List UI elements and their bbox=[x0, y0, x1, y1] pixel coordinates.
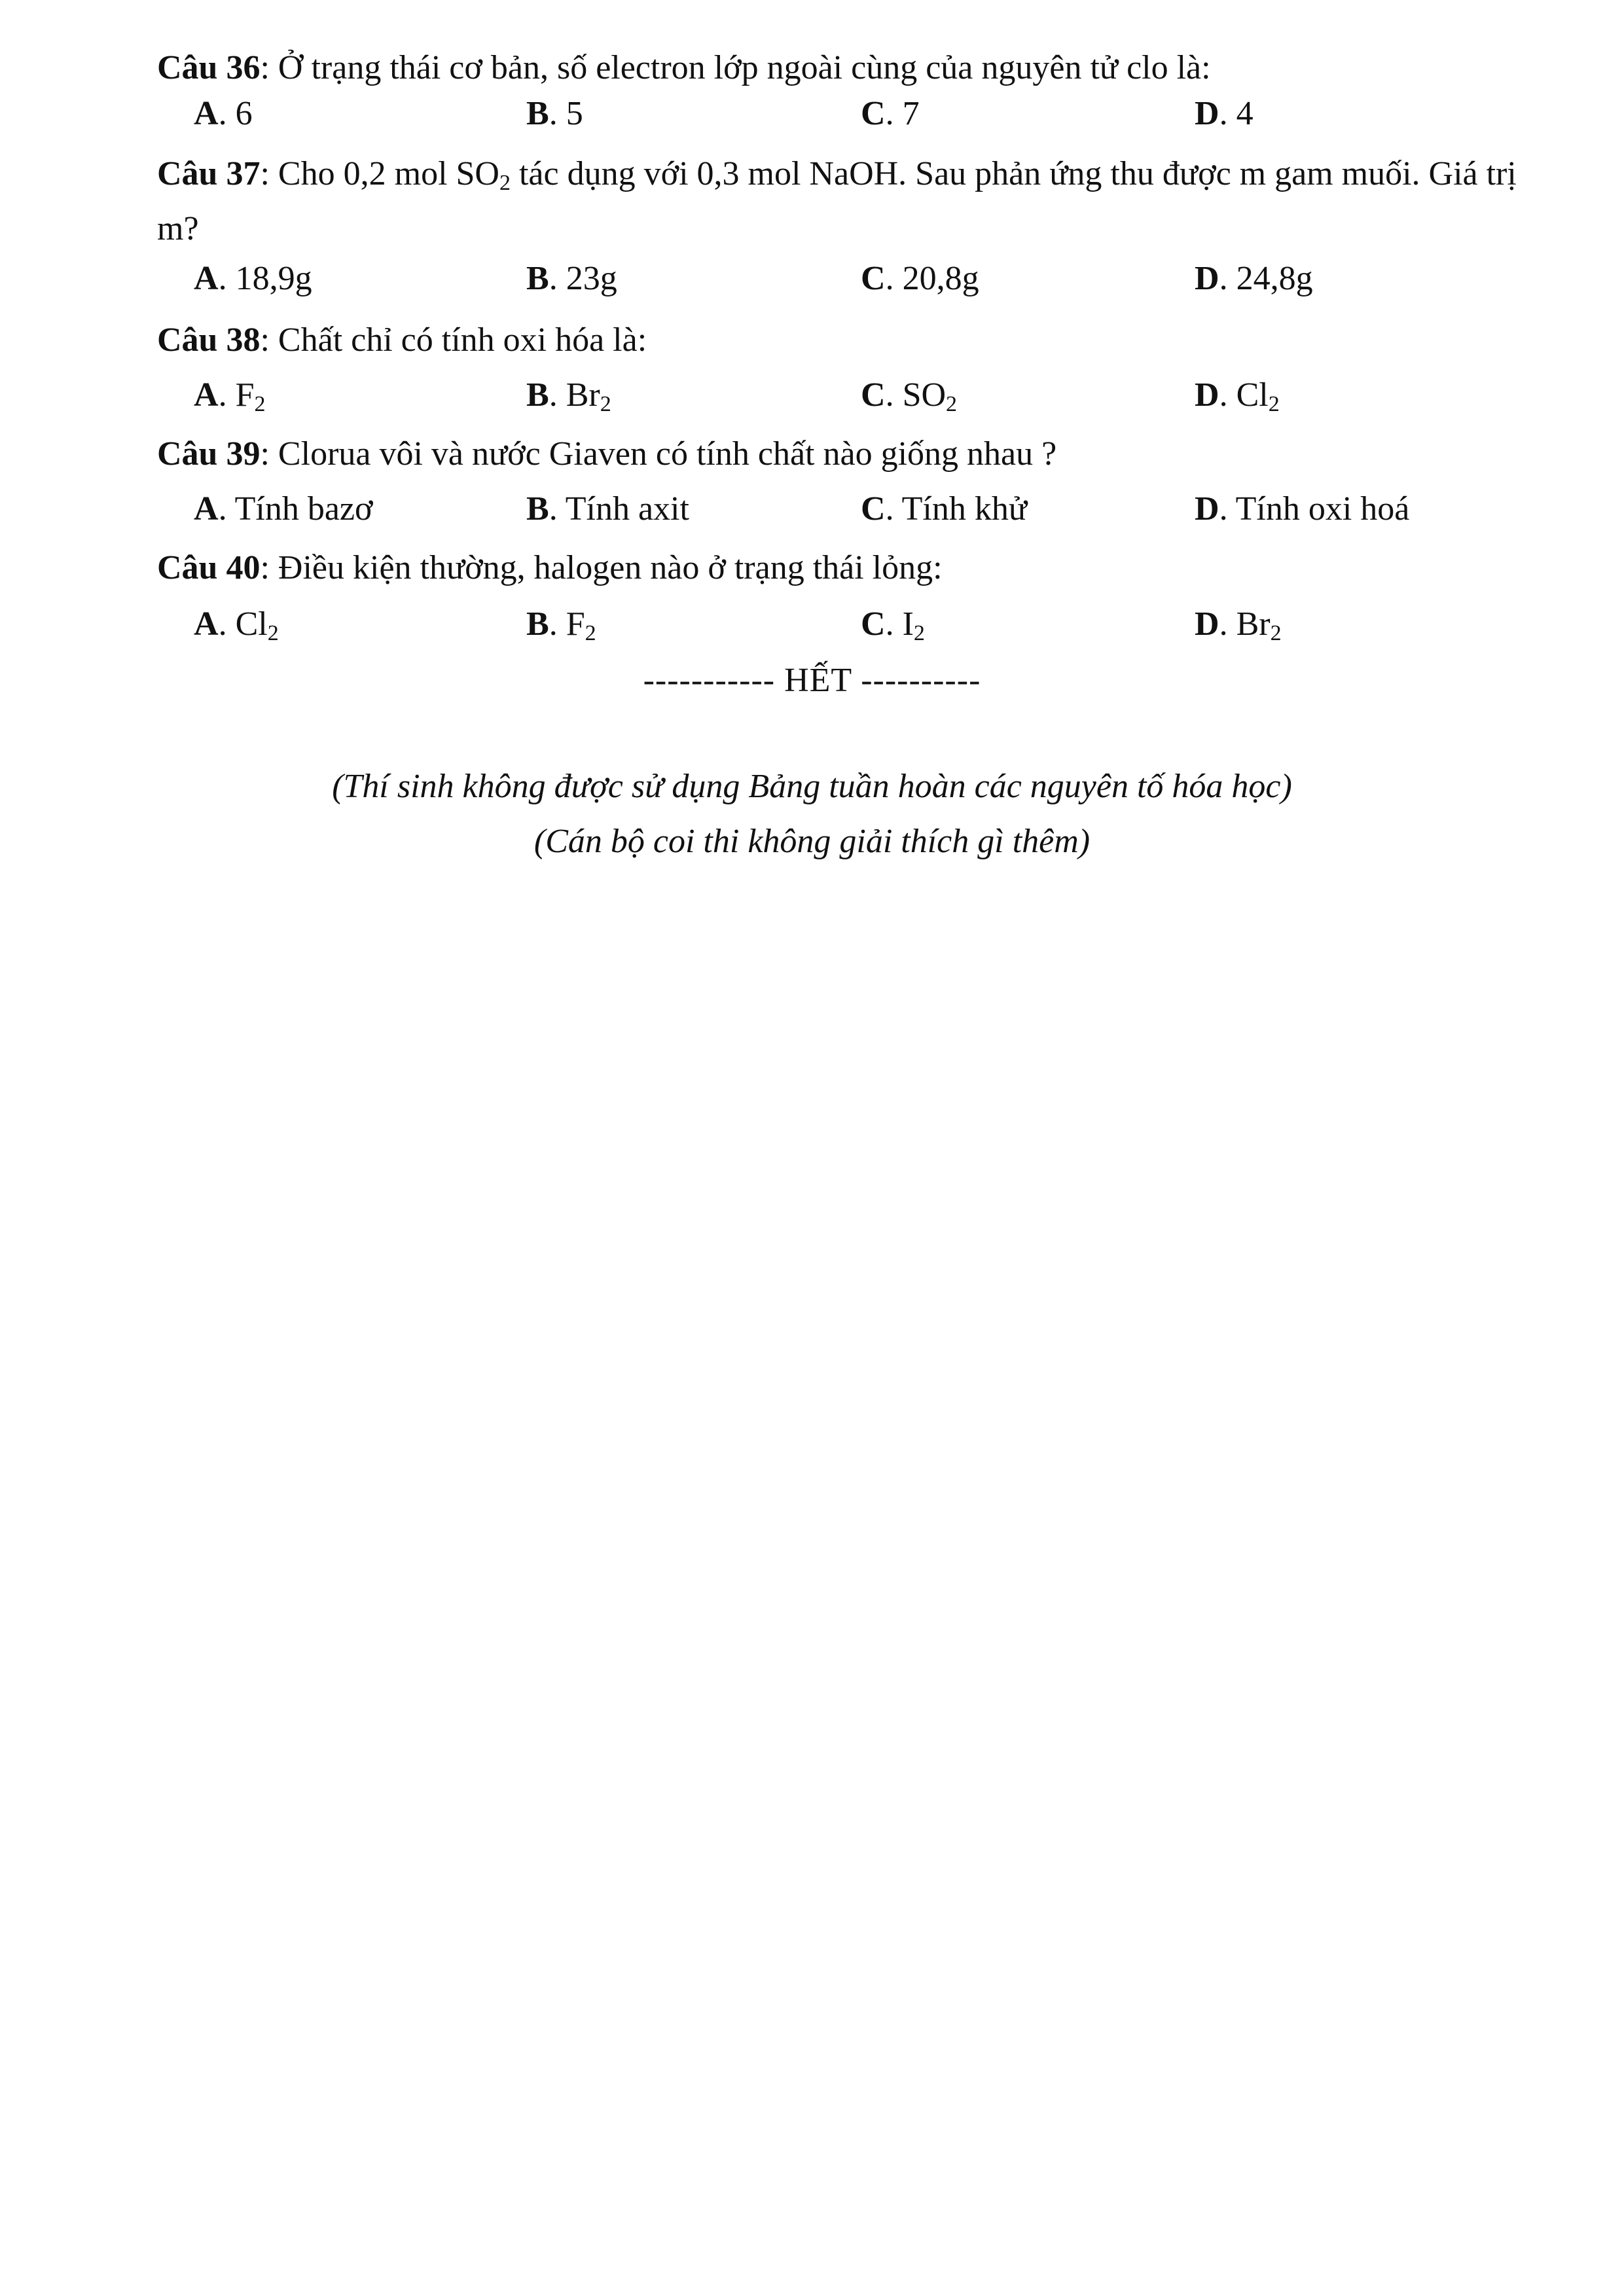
option-d: D. 4 bbox=[1195, 95, 1254, 132]
option-a: A. 6 bbox=[194, 95, 253, 132]
option-a: A. $F_2$ bbox=[194, 376, 266, 416]
question-text: : Cho 0,2 mol SO bbox=[260, 155, 499, 192]
option-a: A. 18,9g bbox=[194, 260, 312, 297]
options-36 bbox=[194, 86, 1568, 141]
question-text: : Điều kiện thường, halogen nào ở trạng thái lỏng: bbox=[260, 549, 943, 586]
question-37: Câu 37: Cho 0,2 mol $SO_2$ tác dụng với 0,3 mol NaOH. Sau phản ứng thu được m gam muối. Giá trị m? bbox=[157, 155, 1517, 247]
option-d: D. Tính oxi hoá bbox=[1195, 490, 1410, 528]
question-39 bbox=[157, 427, 1558, 482]
question-40 bbox=[157, 541, 1558, 596]
option-d: D. $Br_2$ bbox=[1195, 605, 1282, 645]
option-c: C. 7 bbox=[861, 95, 920, 132]
option-c: C. $SO_2$ bbox=[861, 376, 958, 416]
question-label: Câu 37 bbox=[157, 155, 261, 192]
question-label: Câu 39 bbox=[157, 435, 261, 473]
question-text: : Chất chỉ có tính oxi hóa là: bbox=[260, 321, 647, 359]
options-37 bbox=[194, 251, 1568, 306]
options-39 bbox=[194, 482, 1568, 537]
option-a: A. $Cl_2$ bbox=[194, 605, 279, 645]
note-periodic-table: (Thí sinh không được sử dụng Bảng tuần hoàn các nguyên tố hóa học) bbox=[332, 768, 1292, 805]
options-38 bbox=[194, 368, 1568, 423]
option-d: D. 24,8g bbox=[1195, 260, 1313, 297]
option-b: B. $F_2$ bbox=[526, 605, 596, 645]
option-b: B. 5 bbox=[526, 95, 583, 132]
question-text: : Ở trạng thái cơ bản, số electron lớp ngoài cùng của nguyên tử clo là: bbox=[260, 49, 1211, 86]
question-38 bbox=[157, 313, 1558, 368]
end-marker: ----------- HẾT ---------- bbox=[643, 662, 981, 699]
option-c: C. Tính khử bbox=[861, 490, 1028, 528]
question-label: Câu 38 bbox=[157, 321, 261, 359]
option-d: D. $Cl_2$ bbox=[1195, 376, 1280, 416]
option-c: C. $I_2$ bbox=[861, 605, 925, 645]
option-a: A. Tính bazơ bbox=[194, 490, 373, 528]
option-b: B. 23g bbox=[526, 260, 617, 297]
options-40 bbox=[194, 597, 1568, 652]
question-label: Câu 40 bbox=[157, 549, 261, 586]
question-text: : Clorua vôi và nước Giaven có tính chất nào giống nhau ? bbox=[260, 435, 1057, 473]
question-label: Câu 36 bbox=[157, 49, 261, 86]
option-b: B. Tính axit bbox=[526, 490, 689, 528]
option-c: C. 20,8g bbox=[861, 260, 979, 297]
note-proctor: (Cán bộ coi thi không giải thích gì thêm) bbox=[533, 823, 1091, 860]
option-b: B. $Br_2$ bbox=[526, 376, 611, 416]
